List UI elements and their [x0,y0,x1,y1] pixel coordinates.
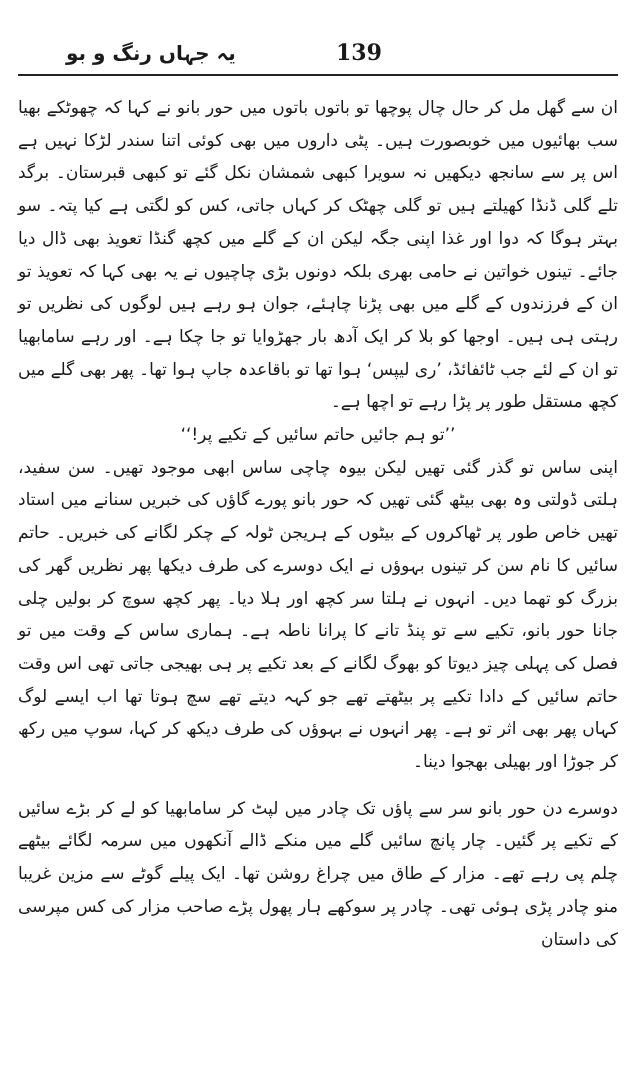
page-header [18,0,618,76]
page-body [18,92,618,956]
page-number: 139 [336,40,382,66]
paragraph: ان سے گھل مل کر حال چال پوچھا تو باتوں باتوں میں حور بانو نے کہا کہ چھوٹکے بھیا سب بھائیوں میں خوبصورت ہیں۔ پٹی داروں میں بھی کوئی اتنا سندر لڑکا نہیں ہے اس پر سے سانجھ دیکھیں نہ سویرا کبھی شمشان نکل گئے تو کبھی قبرستان۔ برگد تلے گلی ڈنڈا کھیلتے ہیں تو گلی چھٹک کر کہاں جاتی، کس کو لگتی ہے کیا پتہ۔ سو بہتر ہوگا کہ دوا اور غذا اپنی جگہ لیکن ان کے گلے میں کچھ گنڈا تعویذ بھی ڈال دیا جائے۔ تینوں خواتین نے حامی بھری بلکہ دونوں بڑی چاچیوں نے یہ بھی کہا کہ تعویذ تو ان کے فرزندوں کے گلے میں بھی پڑنا چاہئے، جوان ہو رہے ہیں لوگوں کی نظریں تو رہتی ہی ہیں۔ اوجھا کو بلا کر ایک آدھ بار جھڑوایا تو جا چکا ہے۔ اور رہے سامابھیا تو ان کے لئے جب ٹائفائڈ، ’ری لیپس‘ ہوا تھا تو باقاعدہ جاپ ہوا تھا۔ پھر بھی گلے میں کچھ مستقل طور پر پڑا رہے تو اچھا ہے۔ [18,98,618,413]
paragraph: اپنی ساس تو گذر گئی تھیں لیکن بیوہ چاچی ساس ابھی موجود تھیں۔ سن سفید، ہلتی ڈولتی وہ بھی بیٹھ گئی تھیں کہ حور بانو پورے گاؤں کی خبریں سنانے میں استاد تھیں خاص طور پر ٹھاکروں کے بیٹوں کے ہریجن ٹولہ کے چکر لگانے کی خبریں۔ حاتم سائیں کا نام سن کر تینوں بہوؤں نے ایک دوسرے کی طرف دیکھا پھر نظریں گھر کی بزرگ کو تھما دیں۔ انہوں نے ہلتا سر کچھ اور ہلا دیا۔ پھر کچھ سوچ کر بولیں چلی جانا حور بانو، تکیے سے تو پنڈ تانے کا پرانا ناطہ ہے۔ ہماری ساس کے وقت میں تو فصل کی پہلی چیز دیوتا کو بھوگ لگانے کے بعد تکیے پر ہی بھیجی جاتی تھی اس وقت حاتم سائیں کے دادا تکیے پر بیٹھتے تھے جو کہہ دیتے تھے سچ ہوتا تھا اب ایسے لوگ کہاں پھر بھی اثر تو ہے۔ پھر انہوں نے بہوؤں کی طرف دیکھ کر کہا، سوپ میں رکھ کر جوڑا اور بھیلی بھجوا دینا۔ [18,457,618,773]
running-title: یہ جہاں رنگ و بو [66,41,236,65]
paragraph: دوسرے دن حور بانو سر سے پاؤں تک چادر میں لپٹ کر سامابھیا کو لے کر بڑے سائیں کے تکیے پر گئیں۔ چار پانچ سائیں گلے میں منکے ڈالے آنکھوں میں سرمہ لگائے بیٹھے چلم پی رہے تھے۔ مزار کے طاق میں چراغ روشن تھا۔ ایک پیلے گوٹے سے مزین غریبا منو چادر پڑی ہوئی تھی۔ چادر پر سوکھے ہار پھول پڑے صاحب مزار کی کس مپرسی کی داستان [18,798,618,950]
dialogue-line: ’’تو ہم جائیں حاتم سائیں کے تکیے پر!‘‘ [180,425,456,446]
